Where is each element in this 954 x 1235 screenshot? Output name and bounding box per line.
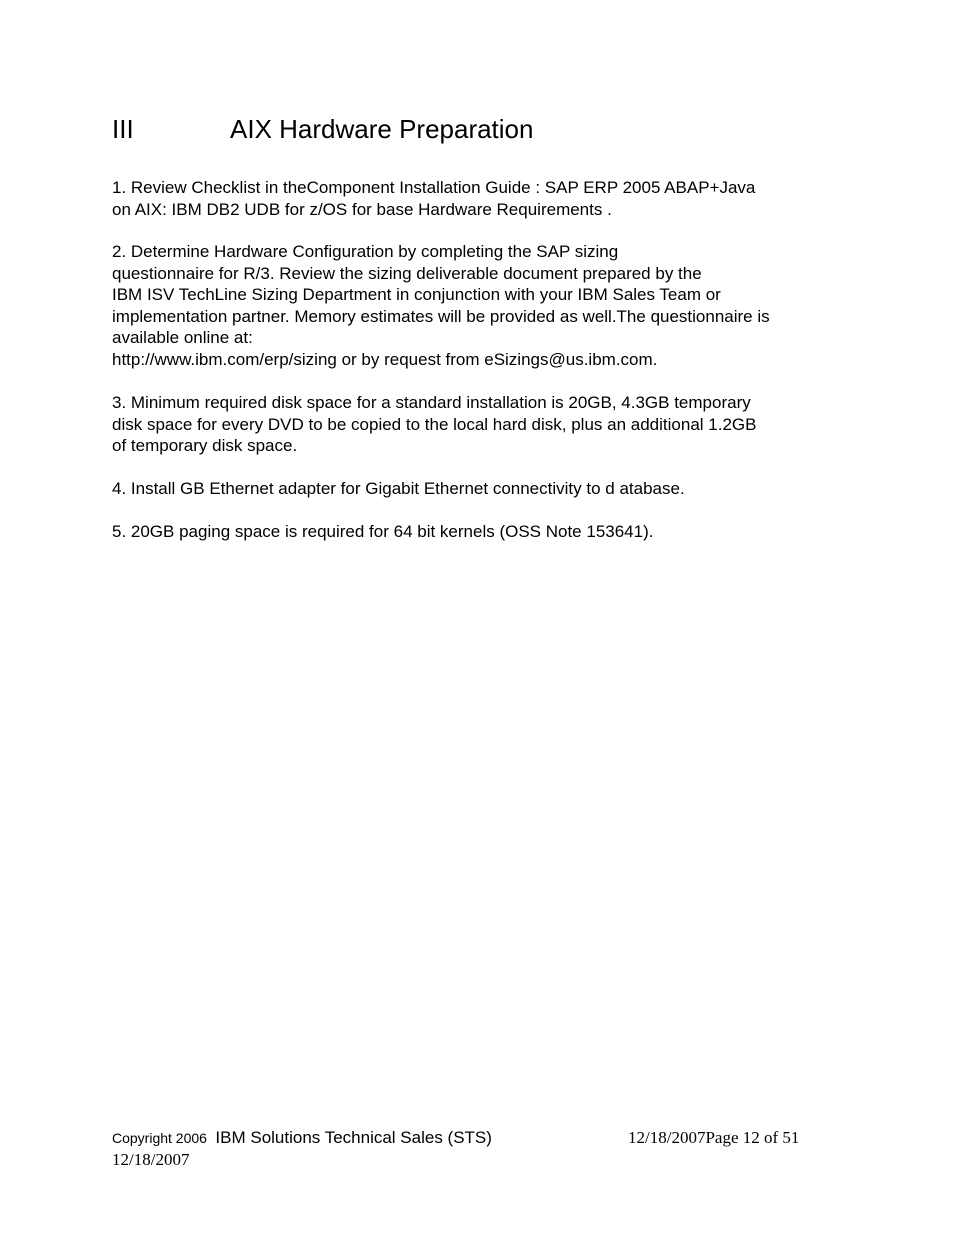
checklist-item-2 — [112, 241, 852, 371]
section-title: AIX Hardware Preparation — [230, 114, 534, 144]
checklist-item-3 — [112, 392, 852, 457]
footer-date-page: 12/18/2007Page 12 of 51 — [628, 1128, 800, 1147]
item-line: available online at: — [112, 328, 253, 348]
checklist-item-4 — [112, 478, 852, 500]
organization-name: IBM Solutions Technical Sales (STS) — [215, 1128, 492, 1147]
checklist-item-5 — [112, 521, 852, 543]
item-line: 4. Install GB Ethernet adapter for Gigabit Ethernet connectivity to d atabase. — [112, 479, 685, 498]
section-number: III — [112, 114, 134, 144]
item-line: on AIX: IBM DB2 UDB for z/OS for base Hardware Requirements . — [112, 199, 612, 219]
item-line: implementation partner. Memory estimates will be provided as well.The questionnaire is — [112, 306, 770, 326]
copyright-text: Copyright 2006 — [112, 1130, 207, 1146]
item-line: IBM ISV TechLine Sizing Department in conjunction with your IBM Sales Team or — [112, 285, 721, 305]
item-line: 3. Minimum required disk space for a standard installation is 20GB, 4.3GB temporary — [112, 393, 751, 412]
item-line: of temporary disk space. — [112, 436, 298, 456]
item-line: 2. Determine Hardware Configuration by completing the SAP sizing — [112, 242, 619, 261]
item-line: disk space for every DVD to be copied to the local hard disk, plus an additional 1.2GB — [112, 414, 757, 434]
item-line: questionnaire for R/3. Review the sizing deliverable document prepared by the — [112, 263, 702, 283]
checklist-item-1 — [112, 177, 852, 220]
footer-copyright — [112, 1128, 492, 1148]
item-line: http://www.ibm.com/erp/sizing or by request from eSizings@us.ibm.com. — [112, 349, 658, 369]
item-line: 1. Review Checklist in theComponent Installation Guide : SAP ERP 2005 ABAP+Java — [112, 178, 756, 197]
item-line: 5. 20GB paging space is required for 64 bit kernels (OSS Note 153641). — [112, 522, 654, 541]
footer-date: 12/18/2007 — [112, 1150, 190, 1169]
